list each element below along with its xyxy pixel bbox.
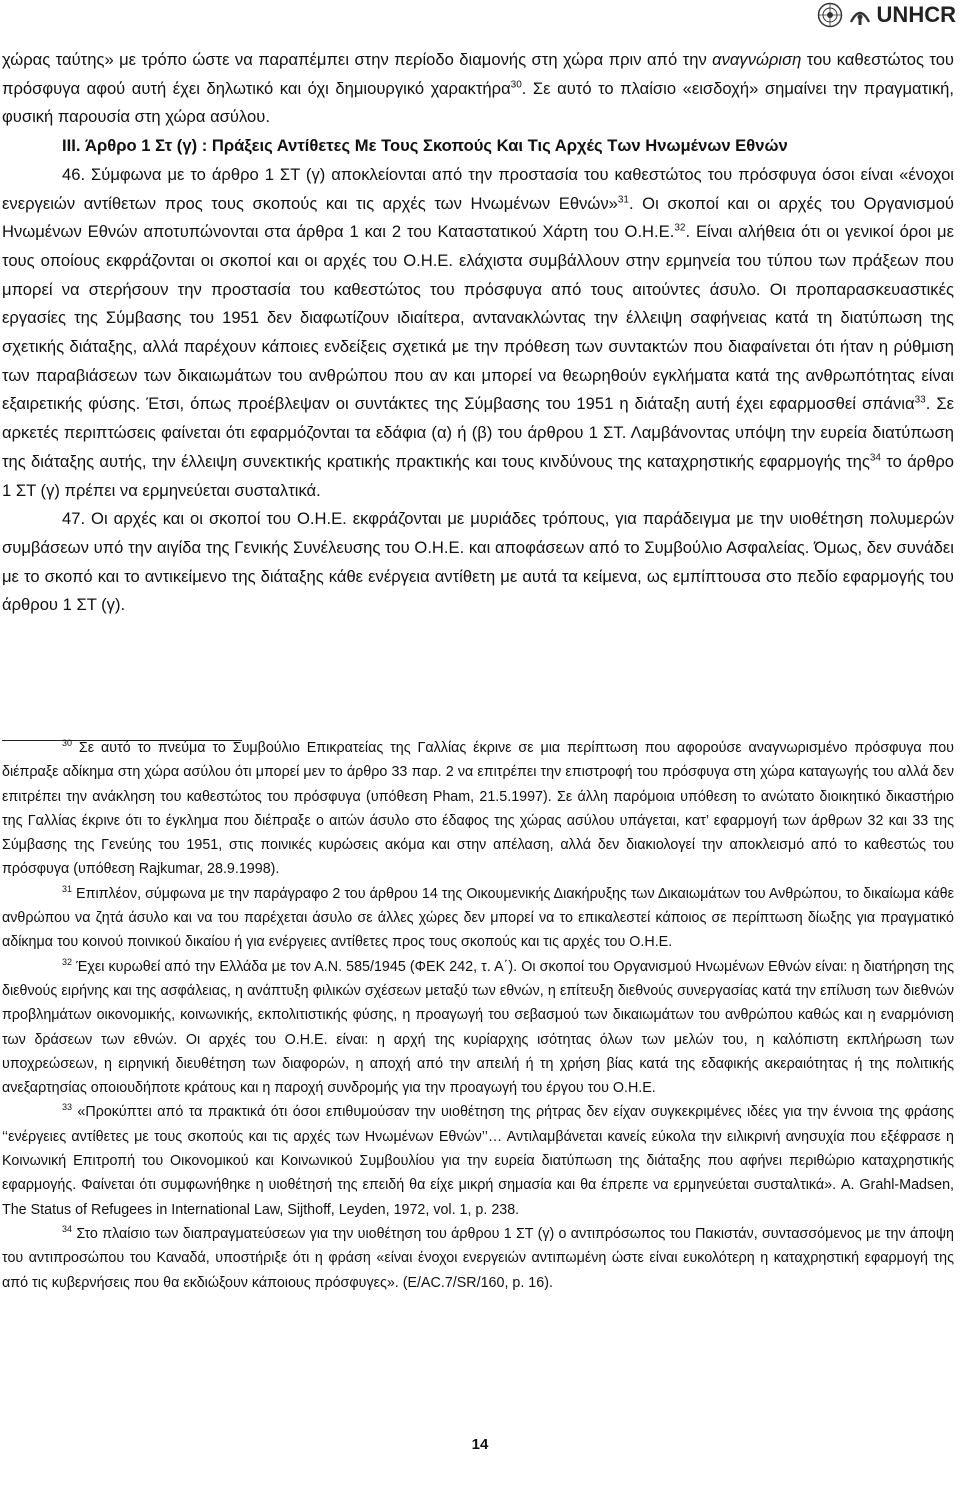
footnotes: [2, 736, 954, 1295]
footnote-number: 30: [62, 738, 73, 749]
page-number: 14: [471, 1436, 489, 1453]
footnote-31: [2, 882, 954, 955]
footnote-ref-31[interactable]: 31: [617, 193, 629, 205]
footnote-ref-30[interactable]: 30: [510, 79, 522, 91]
footnote-text: Έχει κυρωθεί από την Ελλάδα με τον Α.Ν. 585/1945 (ΦΕΚ 242, τ. Α΄). Οι σκοποί του Οργανισμού Ηνωμένων Εθνών είναι: η διατήρηση της διεθνούς ειρήνης και της ασφάλειας, η ανάπτυξη φιλικών σχέσεων μεταξύ των εθνών, η επίτευξη διεθνούς συνεργασίας κατά την επίλυση των διεθνών προβλημάτων οικονομικής, κοινωνικής, εκπολιτιστικής φύσης, η προαγωγή του σεβασμού των δικαιωμάτων του ανθρώπου καθώς και η εναρμόνιση των δράσεων των εθνών. Οι αρχές του Ο.Η.Ε. είναι: η αρχή της κυρίαρχης ισότητας όλων των μελών του, η καλόπιστη εκπλήρωση των υποχρεώσεων, η ειρηνική διευθέτηση των διαφορών, η αποχή από την απειλή ή τη χρήση βίας κατά της εδαφικής ακεραιότητας ή της πολιτικής ανεξαρτησίας οποιουδήποτε κράτους και η παροχή συνδρομής για την προαγωγή του έργου του Ο.Η.Ε.: [2, 958, 954, 1097]
footnote-text: Σε αυτό το πνεύμα το Συμβούλιο Επικρατείας της Γαλλίας έκρινε σε μια περίπτωση που αφορούσε αναγνωρισμένο πρόσφυγα που διέπραξε αδίκημα στη χώρα ασύλου ότι μπορεί μεν το άρθρο 33 παρ. 2 να επιτρέπει την επιστροφή του πρόσφυγα στη χώρα καταγωγής του αλλά δεν επιτρέπει την ανάκληση του καθεστώτος του πρόσφυγα (υπόθεση Pham, 21.5.1997). Σε άλλη παρόμοια υπόθεση το ανώτατο διοικητικό δικαστήριο της Γαλλίας έκρινε ότι το έγκλημα που διέπραξε ο αιτών άσυλο στο έδαφος της χώρας ασύλου υπάγεται, κατ’ εφαρμογή των άρθρων 32 και 33 της Σύμβασης της Γενεύης του 1951, στις ποινικές κυρώσεις ακόμα και στην απέλαση, αλλά δεν διακιολογεί την αποκλεισμό από το καθεστώς του πρόσφυγα (υπόθεση Rajkumar, 28.9.1998).: [2, 740, 954, 878]
italic-term: αναγνώριση: [712, 50, 802, 69]
paragraph-47: 47. Οι αρχές και οι σκοποί του Ο.Η.Ε. εκφράζονται με μυριάδες τρόπους, για παράδειγμα με την υιοθέτηση πολυμερών συμβάσεων υπό την αιγίδα της Γενικής Συνέλευσης του Ο.Η.Ε. και αποφάσεων από το Συμβούλιο Ασφαλείας. Όμως, δεν συνάδει με το σκοπό και το αντικείμενο της διάταξης κάθε ενέργεια αντίθετη με αυτά τα κείμενα, ως εμπίπτουσα στο πεδίο εφαρμογής του άρθρου 1 ΣΤ (γ).: [2, 509, 954, 615]
un-emblem-icon: [817, 2, 843, 28]
main-text: [2, 46, 954, 620]
paragraph-continued: χώρας ταύτης» με τρόπο ώστε να παραπέμπει στην περίοδο διαμονής στη χώρα πριν από την αναγνώριση του καθεστώτος του πρόσφυγα αφού αυτή έχει δηλωτικό και όχι δημιουργικό χαρακτήρα$^{30}$. Σε αυτό το πλαίσιο «εισδοχή» σημαίνει την πραγματική, φυσική παρουσία στη χώρα ασύλου.: [2, 50, 954, 127]
footnote-34: [2, 1222, 954, 1295]
header-logos: [817, 0, 956, 30]
footnote-ref-32[interactable]: 32: [674, 222, 686, 234]
unhcr-wordmark: UNHCR: [876, 2, 956, 27]
footnote-ref-33[interactable]: 33: [914, 394, 926, 406]
section-heading: III. Άρθρο 1 Στ (γ) : Πράξεις Αντίθετες Με Τους Σκοπούς Και Τις Αρχές Των Ηνωμένων Εθνών: [62, 136, 788, 156]
paragraph-46: 46. Σύμφωνα με το άρθρο 1 ΣΤ (γ) αποκλείονται από την προστασία του καθεστώτος του πρόσφυγα όσοι είναι «ένοχοι ενεργειών αντίθετων προς τους σκοπούς και τις αρχές των Ηνωμένων Εθνών»$^{31}$. Οι σκοποί και οι αρχές του Οργανισμού Ηνωμένων Εθνών αποτυπώνονται στα άρθρα 1 και 2 του Καταστατικού Χάρτη του Ο.Η.Ε.$^{32}$. Είναι αλήθεια ότι οι γενικοί όροι με τους οποίους εκφράζονται οι σκοποί και οι αρχές του Ο.Η.Ε. ελάχιστα συμβάλλουν στην ερμηνεία του τύπου των πράξεων που μπορεί να στερήσουν την προστασία του καθεστώτος του πρόσφυγα από τους αιτούντες άσυλο. Οι προπαρασκευαστικές εργασίες της Σύμβασης του 1951 δεν διαφωτίζουν ιδιαίτερα, αντανακλώντας την έλλειψη σαφήνειας κατά τη διατύπωση της σχετικής διάταξης, αλλά παρέχουν κάποιες ενδείξεις σχετικά με την πρόθεση των συντακτών που διαφαίνεται ότι ήταν η ρύθμιση των παραβιάσεων των δικαιωμάτων του ανθρώπου που αν και μπορεί να θεωρηθούν εγκλήματα κατά της ανθρωπότητας είναι εξαιρετικής φύσης. Έτσι, όπως προέβλεψαν οι συντάκτες της Σύμβασης του 1951 η διάταξη αυτή έχει εφαρμοσθεί σπάνια$^{33}$. Σε αρκετές περιπτώσεις φαίνεται ότι εφαρμόζονται τα εδάφια (α) ή (β) του άρθρου 1 ΣΤ. Λαμβάνοντας υπόψη την ευρεία διατύπωση της διάταξης αυτής, την έλλειψη συνεκτικής κρατικής πρακτικής και τους κινδύνους της καταχρηστικής εφαρμογής της$^{34}$ το άρθρο 1 ΣΤ (γ) πρέπει να ερμηνεύεται συσταλτικά.: [2, 164, 955, 500]
footnote-30: [2, 736, 954, 882]
footnote-33: [2, 1100, 954, 1221]
footnote-number: 33: [62, 1102, 73, 1113]
footnote-text: Επιπλέον, σύμφωνα με την παράγραφο 2 του άρθρου 14 της Οικουμενικής Διακήρυξης των Δικαιωμάτων του Ανθρώπου, το δικαίωμα κάθε ανθρώπου να ζητά άσυλο και να του παρέχεται άσυλο σε άλλες χώρες δεν μπορεί να το επικαλεστεί κάποιος σε περίπτωση δίωξης για πραγματικό αδίκημα του κοινού ποινικού δικαίου ή για ενέργειες αντίθετες προς τους σκοπούς και τις αρχές του Ο.Η.Ε.: [2, 885, 954, 951]
footnote-number: 32: [62, 956, 73, 967]
footnote-text: «Προκύπτει από τα πρακτικά ότι όσοι επιθυμούσαν την υιοθέτηση της ρήτρας δεν είχαν συγκεκριμένες ιδέες για την έννοια της φράσης ‘‘ενέργειες αντίθετες με τους σκοπούς και τις αρχές των Ηνωμένων Εθνών’’… Αντιλαμβάνεται κανείς εύκολα την ειλικρινή ανησυχία που εξέφρασε η Κοινωνική Επιτροπή του Οικονομικού και Κοινωνικού Συμβουλίου για την ευρεία διατύπωση της διάταξης που αφήνει περιθώριο καταχρηστικής εφαρμογής. Φαίνεται ότι συμφωνήθηκε η υιοθέτησή της επειδή θα είχε μικρή σημασία και θα έπρεπε να ερμηνεύεται συσταλτικά». A. Grahl-Madsen, The Status of Refugees in International Law, Sijthoff, Leyden, 1972, vol. 1, p. 238.: [2, 1104, 954, 1218]
footnote-text: Στο πλαίσιο των διαπραγματεύσεων για την υιοθέτηση του άρθρου 1 ΣΤ (γ) ο αντιπρόσωπος του Πακιστάν, συντασσόμενος με την άποψη του αντιπροσώπου του Καναδά, υποστήριξε ότι η φράση «είναι ένοχοι ενεργειών αντιπωμένη ώστε είναι ευκολότερη η καταχρηστική εφαρμογή της από τις κυβερνήσεις που θα εκδιώξουν κάποιους πρόσφυγες». (E/AC.7/SR/160, p. 16).: [2, 1225, 954, 1291]
footnote-number: 31: [62, 884, 73, 895]
footnote-ref-34[interactable]: 34: [869, 452, 881, 464]
unhcr-emblem-icon: [847, 2, 873, 28]
footnote-32: [2, 955, 954, 1101]
footnote-number: 34: [62, 1224, 73, 1235]
